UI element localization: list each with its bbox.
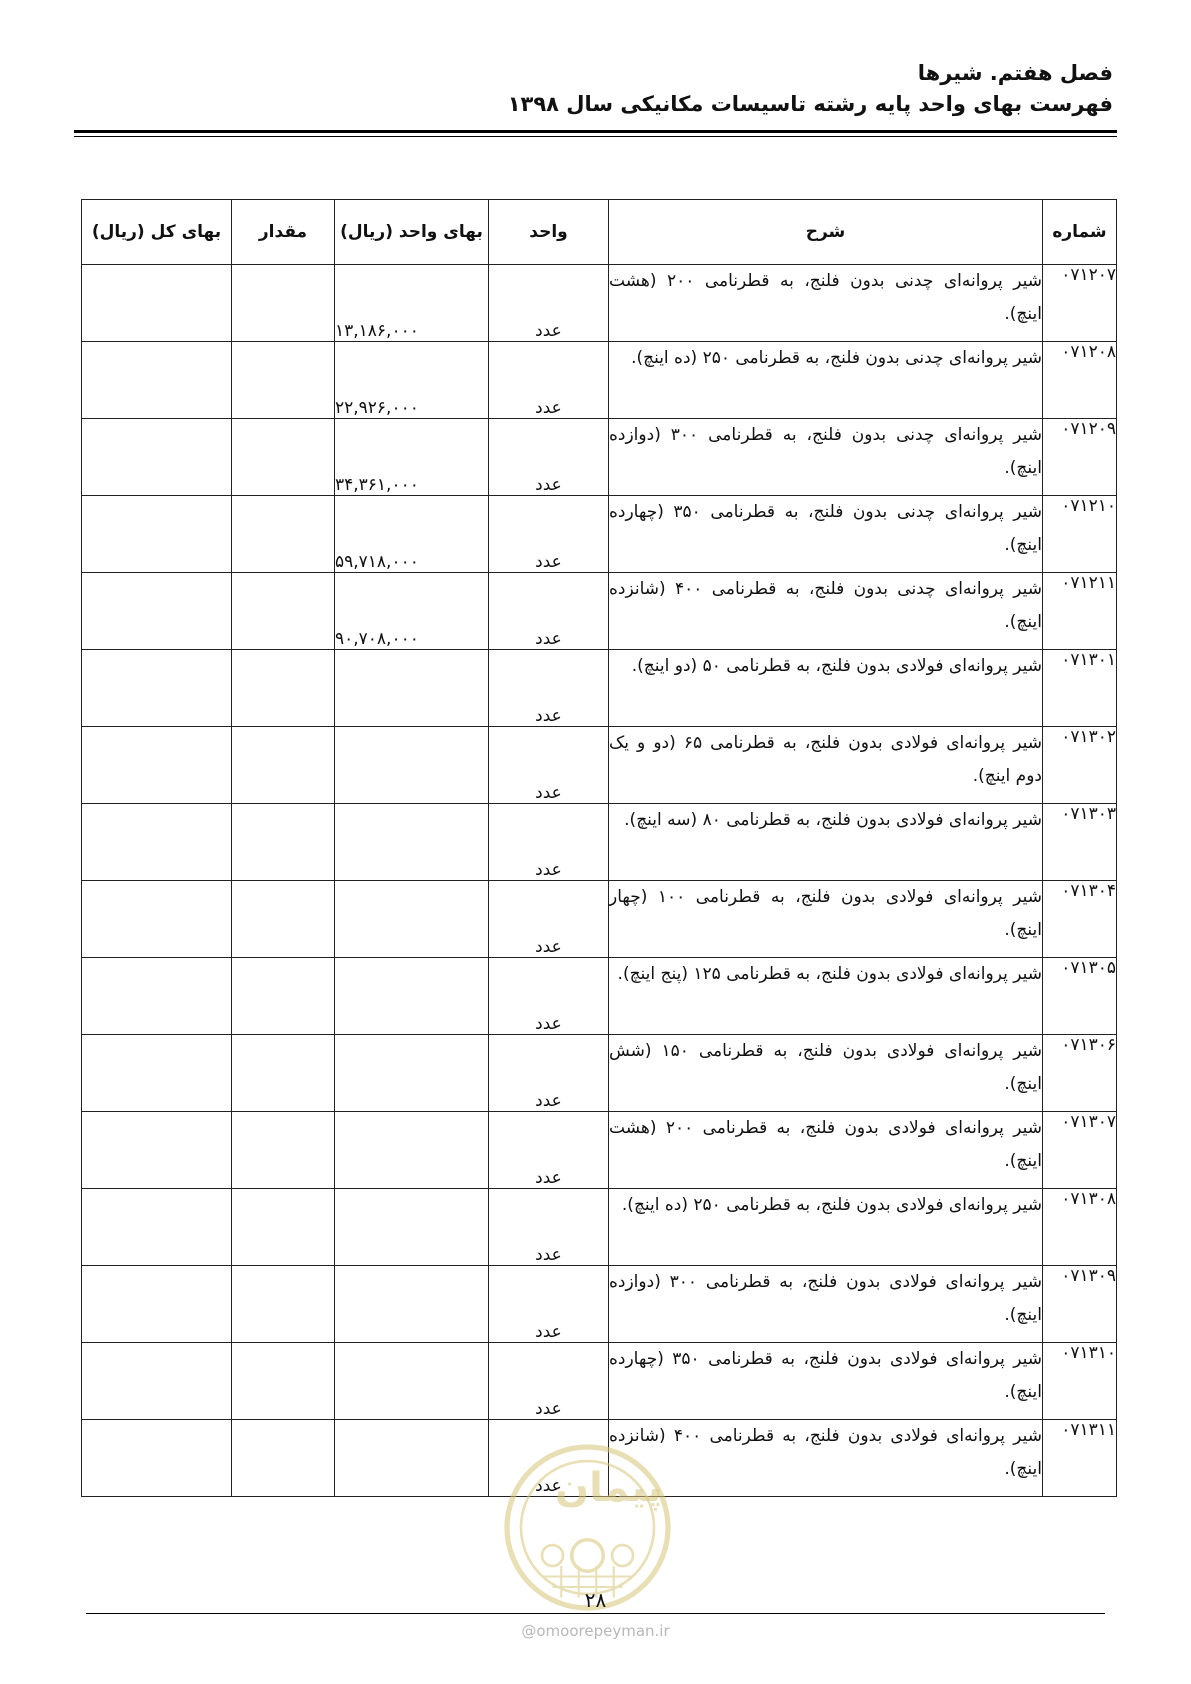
row-number: ۰۷۱۳۱۰: [1043, 1343, 1117, 1420]
table-row: [82, 342, 1117, 419]
row-unit-price: [335, 881, 489, 958]
row-unit-price: [335, 1112, 489, 1189]
row-unit: عدد: [489, 342, 609, 419]
table-row: [82, 419, 1117, 496]
row-description: شیر پروانه‌ای فولادی بدون فلنج، به قطرنامی ۴۰۰ (شانزده اینچ).: [609, 1420, 1043, 1497]
table-row: [82, 1266, 1117, 1343]
row-unit-price: [335, 650, 489, 727]
row-description: شیر پروانه‌ای چدنی بدون فلنج، به قطرنامی ۳۵۰ (چهارده اینچ).: [609, 496, 1043, 573]
row-quantity: [232, 342, 335, 419]
row-total-price: [82, 1343, 232, 1420]
row-unit-price: ۵۹,۷۱۸,۰۰۰: [335, 496, 489, 573]
table-row: [82, 1343, 1117, 1420]
row-description: شیر پروانه‌ای فولادی بدون فلنج، به قطرنامی ۱۰۰ (چهار اینچ).: [609, 881, 1043, 958]
row-description: شیر پروانه‌ای فولادی بدون فلنج، به قطرنامی ۳۵۰ (چهارده اینچ).: [609, 1343, 1043, 1420]
row-total-price: [82, 419, 232, 496]
price-list-table: [81, 199, 1117, 1497]
row-description: شیر پروانه‌ای فولادی بدون فلنج، به قطرنامی ۲۰۰ (هشت اینچ).: [609, 1112, 1043, 1189]
header-unit: واحد: [489, 200, 609, 265]
table-row: [82, 1112, 1117, 1189]
row-unit: عدد: [489, 958, 609, 1035]
header-number: شماره: [1043, 200, 1117, 265]
header-description: شرح: [609, 200, 1043, 265]
row-description: شیر پروانه‌ای چدنی بدون فلنج، به قطرنامی ۳۰۰ (دوازده اینچ).: [609, 419, 1043, 496]
row-unit: عدد: [489, 1343, 609, 1420]
row-unit: عدد: [489, 650, 609, 727]
row-unit-price: [335, 1343, 489, 1420]
row-number: ۰۷۱۳۰۲: [1043, 727, 1117, 804]
row-number: ۰۷۱۳۰۱: [1043, 650, 1117, 727]
row-quantity: [232, 804, 335, 881]
header-total-price: بهای کل (ریال): [82, 200, 232, 265]
table-row: [82, 881, 1117, 958]
row-description: شیر پروانه‌ای فولادی بدون فلنج، به قطرنامی ۲۵۰ (ده اینچ).: [609, 1189, 1043, 1266]
row-number: ۰۷۱۳۱۱: [1043, 1420, 1117, 1497]
row-description: شیر پروانه‌ای فولادی بدون فلنج، به قطرنامی ۱۵۰ (شش اینچ).: [609, 1035, 1043, 1112]
row-unit-price: [335, 727, 489, 804]
row-quantity: [232, 419, 335, 496]
row-number: ۰۷۱۳۰۳: [1043, 804, 1117, 881]
row-quantity: [232, 1266, 335, 1343]
row-number: ۰۷۱۳۰۸: [1043, 1189, 1117, 1266]
row-number: ۰۷۱۳۰۶: [1043, 1035, 1117, 1112]
table-row: [82, 496, 1117, 573]
row-unit-price: [335, 804, 489, 881]
row-unit: عدد: [489, 1189, 609, 1266]
site-watermark: @omoorepeyman.ir: [521, 1622, 670, 1640]
row-number: ۰۷۱۲۱۰: [1043, 496, 1117, 573]
row-unit: عدد: [489, 496, 609, 573]
row-number: ۰۷۱۳۰۹: [1043, 1266, 1117, 1343]
row-number: ۰۷۱۳۰۴: [1043, 881, 1117, 958]
row-number: ۰۷۱۲۰۷: [1043, 265, 1117, 342]
row-unit-price: ۳۴,۳۶۱,۰۰۰: [335, 419, 489, 496]
row-total-price: [82, 1035, 232, 1112]
row-quantity: [232, 496, 335, 573]
header-quantity: مقدار: [232, 200, 335, 265]
table-row: [82, 804, 1117, 881]
table-row: [82, 573, 1117, 650]
row-total-price: [82, 650, 232, 727]
row-unit: عدد: [489, 881, 609, 958]
row-unit-price: [335, 1189, 489, 1266]
row-number: ۰۷۱۲۰۹: [1043, 419, 1117, 496]
row-unit: عدد: [489, 1420, 609, 1497]
row-quantity: [232, 650, 335, 727]
row-unit-price: ۲۲,۹۲۶,۰۰۰: [335, 342, 489, 419]
seal-watermark-text: پیمان: [555, 1465, 663, 1511]
row-quantity: [232, 1112, 335, 1189]
row-total-price: [82, 496, 232, 573]
table-row: [82, 727, 1117, 804]
row-total-price: [82, 881, 232, 958]
row-unit-price: [335, 1035, 489, 1112]
row-quantity: [232, 958, 335, 1035]
row-quantity: [232, 573, 335, 650]
row-unit: عدد: [489, 804, 609, 881]
row-unit-price: ۱۳,۱۸۶,۰۰۰: [335, 265, 489, 342]
row-total-price: [82, 1420, 232, 1497]
row-total-price: [82, 727, 232, 804]
row-total-price: [82, 804, 232, 881]
row-unit-price: ۹۰,۷۰۸,۰۰۰: [335, 573, 489, 650]
row-quantity: [232, 265, 335, 342]
row-unit: عدد: [489, 727, 609, 804]
row-total-price: [82, 573, 232, 650]
row-total-price: [82, 1112, 232, 1189]
row-unit: عدد: [489, 1112, 609, 1189]
row-unit: عدد: [489, 573, 609, 650]
table-row: [82, 650, 1117, 727]
row-number: ۰۷۱۳۰۵: [1043, 958, 1117, 1035]
row-unit-price: [335, 958, 489, 1035]
row-description: شیر پروانه‌ای چدنی بدون فلنج، به قطرنامی ۲۵۰ (ده اینچ).: [609, 342, 1043, 419]
row-unit: عدد: [489, 1266, 609, 1343]
row-total-price: [82, 342, 232, 419]
table-row: [82, 958, 1117, 1035]
table-header-row: [82, 200, 1117, 265]
table-row: [82, 1189, 1117, 1266]
row-description: شیر پروانه‌ای چدنی بدون فلنج، به قطرنامی ۴۰۰ (شانزده اینچ).: [609, 573, 1043, 650]
row-unit: عدد: [489, 1035, 609, 1112]
row-quantity: [232, 1420, 335, 1497]
row-quantity: [232, 1035, 335, 1112]
row-description: شیر پروانه‌ای فولادی بدون فلنج، به قطرنامی ۸۰ (سه اینچ).: [609, 804, 1043, 881]
table-row: [82, 1035, 1117, 1112]
chapter-title: فصل هفتم. شیرها: [917, 61, 1113, 85]
page-header: [78, 58, 1113, 120]
row-description: شیر پروانه‌ای فولادی بدون فلنج، به قطرنامی ۱۲۵ (پنج اینچ).: [609, 958, 1043, 1035]
row-number: ۰۷۱۲۱۱: [1043, 573, 1117, 650]
footer-rule: [86, 1613, 1105, 1614]
row-unit: عدد: [489, 419, 609, 496]
row-number: ۰۷۱۲۰۸: [1043, 342, 1117, 419]
row-quantity: [232, 881, 335, 958]
row-unit-price: [335, 1420, 489, 1497]
document-subtitle: فهرست بهای واحد پایه رشته تاسیسات مکانیکی سال ۱۳۹۸: [507, 92, 1113, 116]
row-description: شیر پروانه‌ای فولادی بدون فلنج، به قطرنامی ۳۰۰ (دوازده اینچ).: [609, 1266, 1043, 1343]
header-unit-price: بهای واحد (ریال): [335, 200, 489, 265]
row-number: ۰۷۱۳۰۷: [1043, 1112, 1117, 1189]
row-total-price: [82, 1189, 232, 1266]
row-total-price: [82, 1266, 232, 1343]
table-row: [82, 265, 1117, 342]
row-total-price: [82, 958, 232, 1035]
page-number: ۲۸: [584, 1588, 607, 1612]
header-rule-thin: [74, 136, 1117, 137]
row-description: شیر پروانه‌ای فولادی بدون فلنج، به قطرنامی ۵۰ (دو اینچ).: [609, 650, 1043, 727]
row-description: شیر پروانه‌ای فولادی بدون فلنج، به قطرنامی ۶۵ (دو و یک دوم اینچ).: [609, 727, 1043, 804]
row-quantity: [232, 1343, 335, 1420]
row-description: شیر پروانه‌ای چدنی بدون فلنج، به قطرنامی ۲۰۰ (هشت اینچ).: [609, 265, 1043, 342]
header-rule-thick: [74, 130, 1117, 133]
row-quantity: [232, 727, 335, 804]
row-unit: عدد: [489, 265, 609, 342]
row-unit-price: [335, 1266, 489, 1343]
row-total-price: [82, 265, 232, 342]
row-quantity: [232, 1189, 335, 1266]
